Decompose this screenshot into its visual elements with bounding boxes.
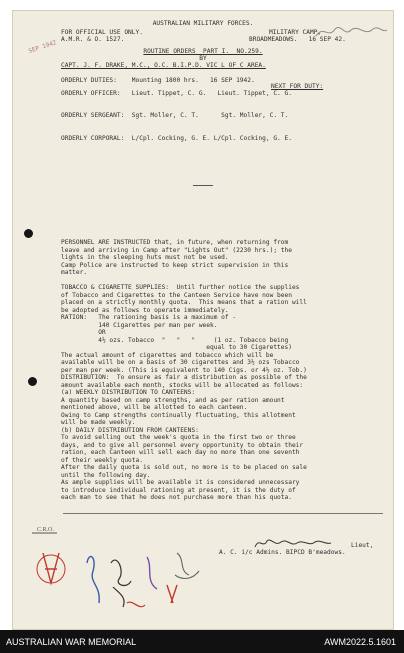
document-page: [12, 10, 394, 630]
body-line: lights in the sleeping huts must not be used.: [61, 254, 229, 261]
body-line: A quantity based on camp strengths, and as per ration amount: [61, 396, 285, 404]
body-line: To avoid selling out the week's quota in the first two or three: [61, 434, 296, 441]
body-line: mentioned above, will be allotted to each canteen.: [61, 404, 248, 411]
body-line: (b) DAILY DISTRIBUTION FROM CANTEENS:: [61, 426, 199, 434]
captain-line: CAPT. J. F. DRAKE, M.C., O.C. B.I.P.D. VIC L OF C AREA.: [61, 62, 266, 69]
punch-hole: [28, 377, 37, 386]
body-line: DISTRIBUTION: To ensure as fair a distribution as possible of the: [61, 374, 307, 381]
body-line: of their weekly quota.: [61, 456, 143, 464]
body-line: After the daily quota is sold out, no more is to be placed on sale: [61, 464, 307, 471]
orders-title: ROUTINE ORDERS PART I. NO.259.: [143, 48, 263, 55]
body-line: 140 Cigarettes per man per week.: [61, 321, 218, 329]
body-line: to introduce individual rationing at present, it is the duty of: [61, 486, 296, 494]
body-line: As ample supplies will be available it is considered unnecessary: [61, 479, 300, 486]
body-line: Camp Police are instructed to keep strict supervision in this: [61, 261, 289, 269]
body-line: per man per week. (This is equivalent to 140 Cigs. or 4½ oz. Tob.): [61, 366, 307, 374]
orderly-officer: ORDERLY OFFICER: Lieut. Tippet, C. G. Lieut. Tippet, C. G.: [61, 90, 292, 97]
header-location-date: BROADMEADOWS. 16 SEP 42.: [249, 36, 346, 43]
body-line: each man to see that he does not purchase more than his quota.: [61, 494, 292, 501]
archive-footer: [0, 630, 404, 653]
body-line: ration, each Canteen will sell each day no more than one seventh: [61, 449, 300, 456]
body-line: leave and arriving in Camp after "Lights Out" (2230 hrs.); the: [61, 246, 292, 254]
body-line: days, and to give all personnel every opportunity to obtain their: [61, 441, 304, 449]
body-line: 4½ ozs. Tobacco " " " (1 oz. Tobacco being: [61, 336, 289, 344]
header-title: AUSTRALIAN MILITARY FORCES.: [152, 20, 254, 27]
punch-hole: [24, 229, 33, 238]
dashed-rule: [63, 513, 383, 514]
body-line: Owing to Camp strengths continually fluctuating, this allotment: [61, 411, 296, 419]
body-line: TOBACCO & CIGARETTE SUPPLIES: Until further notice the supplies: [61, 284, 300, 291]
svg-text:SEP 1942: SEP 1942: [27, 39, 58, 55]
by-line: BY: [199, 55, 207, 62]
svg-text:C.R.O.: C.R.O.: [37, 527, 54, 533]
orderly-duties: ORDERLY DUTIES: Mounting 1800 hrs. 16 SEP 1942.: [61, 77, 255, 84]
body-line: The actual amount of cigarettes and tobacco which will be: [61, 351, 274, 359]
body-line: amount available each month, stocks will be allocated as follows:: [61, 381, 304, 389]
body-line: of Tobacco and Cigarettes to the Canteen Service have now been: [61, 291, 292, 299]
header-amr-ref: A.M.R. & O. 1527.: [61, 36, 125, 43]
footer-institution: AUSTRALIAN WAR MEMORIAL: [6, 637, 137, 647]
header-official-use: FOR OFFICIAL USE ONLY.: [61, 29, 143, 36]
body-line: will be made weekly.: [61, 419, 136, 426]
section-divider: [193, 185, 213, 186]
body-line: available will be on a basis of 30 cigarettes and 3½ ozs Tobacco: [61, 359, 300, 366]
footer-accession-number: AWM2022.5.1601: [324, 637, 396, 647]
body-line: OR: [61, 329, 106, 336]
orderly-sergeant: ORDERLY SERGEANT: Sgt. Moller, C. T. Sgt. Moller, C. T.: [61, 112, 289, 119]
body-line: PERSONNEL ARE INSTRUCTED that, in future, when returning from: [61, 239, 289, 246]
header-military-camp: MILITARY CAMP,: [269, 29, 322, 36]
body-line: matter.: [61, 269, 88, 276]
body-line: until the following day.: [61, 471, 151, 479]
body-line: (a) WEEKLY DISTRIBUTION TO CANTEENS:: [61, 389, 196, 396]
body-line: equal to 30 Cigarettes): [61, 344, 292, 351]
signature-rank: Lieut,: [351, 542, 374, 549]
body-line: placed on a strictly monthly quota. This means that a ration will: [61, 299, 307, 306]
handwritten-initials: [27, 523, 227, 623]
signature-title: A. C. i/c Admins. BIPCD B'meadows.: [219, 549, 346, 556]
next-for-duty: NEXT FOR DUTY:: [271, 83, 324, 90]
body-line: be adopted as follows to operate immediately.: [61, 306, 229, 314]
orderly-corporal: ORDERLY CORPORAL: L/Cpl. Cocking, G. E. L/Cpl. Cocking, G. E.: [61, 135, 292, 142]
body-line: RATION: The rationing basis is a maximum of -: [61, 314, 237, 321]
